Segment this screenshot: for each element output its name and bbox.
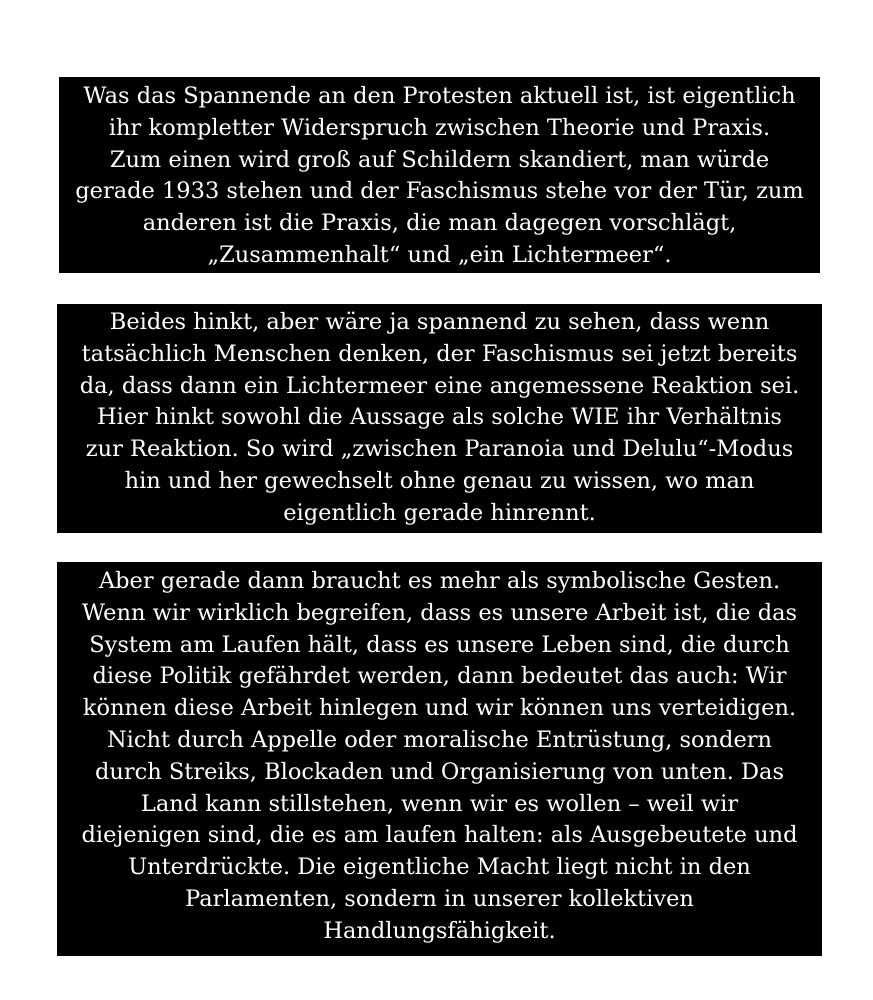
- text-line: Parlamenten, sondern in unserer kollektiven: [185, 885, 694, 912]
- text-line: anderen ist die Praxis, die man dagegen vorschlägt,: [142, 210, 737, 237]
- text-line: Aber gerade dann braucht es mehr als symbolische Gesten.: [98, 568, 781, 594]
- text-line: Was das Spannende an den Protesten aktuell ist, ist eigentlich: [83, 83, 796, 109]
- text-line: zur Reaktion. So wird „zwischen Paranoia und Delulu“-Modus: [85, 436, 794, 463]
- text-line: hin und her gewechselt ohne genau zu wissen, wo man: [124, 467, 755, 494]
- text-line: ihr kompletter Widerspruch zwischen Theorie und Praxis.: [108, 114, 771, 141]
- text-line: eigentlich gerade hinrennt.: [283, 499, 596, 526]
- text-line: Hier hinkt sowohl die Aussage als solche WIE ihr Verhältnis: [97, 404, 782, 431]
- text-line: da, dass dann ein Lichtermeer eine angemessene Reaktion sei.: [79, 372, 800, 399]
- text-line: „Zusammenhalt“ und „ein Lichtermeer“.: [207, 241, 672, 268]
- text-line: durch Streiks, Blockaden und Organisierung von unten. Das: [94, 758, 785, 785]
- text-line: Handlungsfähigkeit.: [323, 917, 556, 944]
- text-block-1: [59, 77, 820, 273]
- text-line: diese Politik gefährdet werden, dann bedeutet das auch: Wir: [92, 663, 787, 690]
- text-line: Zum einen wird groß auf Schildern skandiert, man würde: [109, 146, 770, 173]
- text-line: System am Laufen hält, dass es unsere Leben sind, die durch: [89, 631, 790, 658]
- text-block-3: [57, 562, 822, 956]
- text-line: diejenigen sind, die es am laufen halten: als Ausgebeutete und: [81, 822, 798, 849]
- text-line: Wenn wir wirklich begreifen, dass es unsere Arbeit ist, die das: [81, 599, 798, 626]
- text-line: Land kann stillstehen, wenn wir es wollen – weil wir: [140, 790, 739, 817]
- text-line: Beides hinkt, aber wäre ja spannend zu sehen, dass wenn: [109, 309, 770, 335]
- text-block-2: [57, 304, 822, 533]
- text-line: gerade 1933 stehen und der Faschismus stehe vor der Tür, zum: [75, 178, 804, 205]
- text-line: Unterdrückte. Die eigentliche Macht liegt nicht in den: [128, 854, 751, 881]
- text-line: tatsächlich Menschen denken, der Faschismus sei jetzt bereits: [81, 340, 798, 367]
- text-line: können diese Arbeit hinlegen und wir können uns verteidigen.: [82, 695, 797, 722]
- text-line: Nicht durch Appelle oder moralische Entrüstung, sondern: [106, 726, 773, 753]
